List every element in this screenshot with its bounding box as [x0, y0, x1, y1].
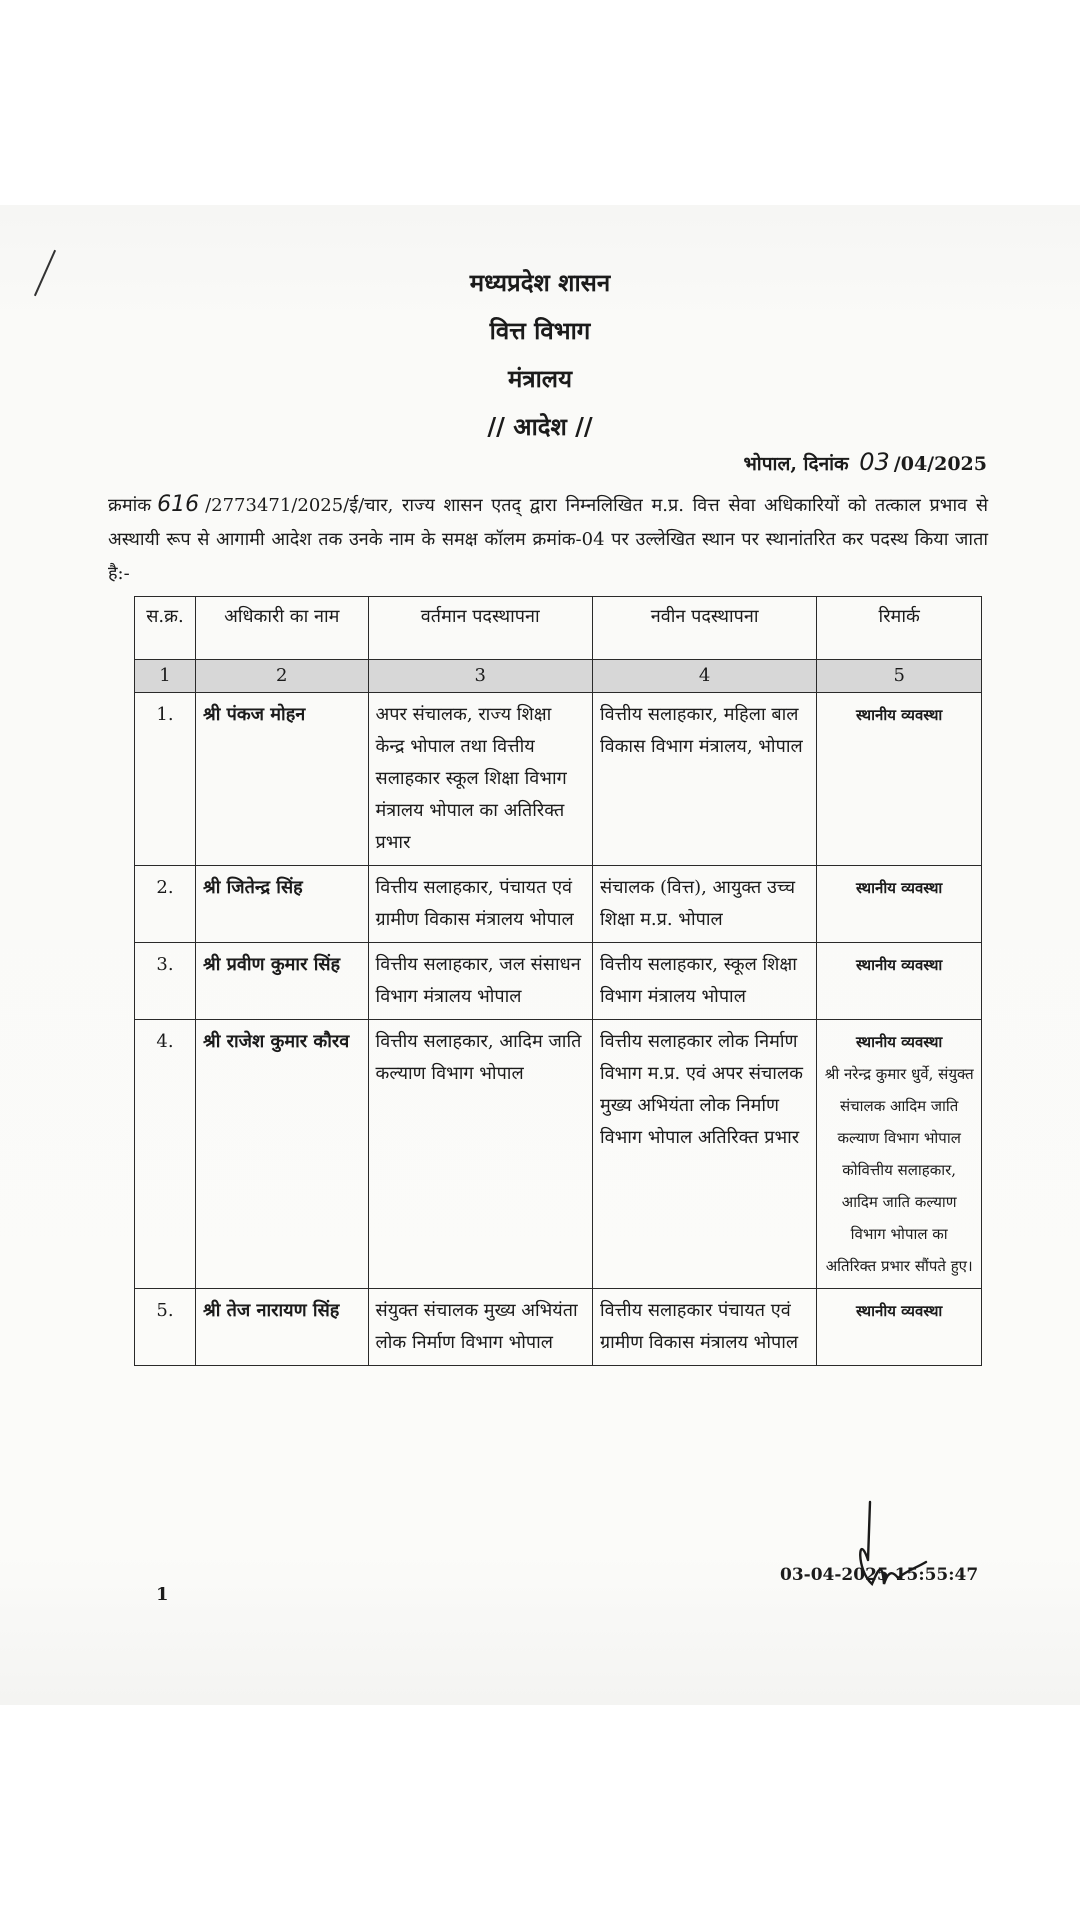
col-number: 3 [368, 660, 592, 693]
page-number: 1 [156, 1584, 169, 1605]
cell-remark [817, 943, 982, 1020]
government-heading: मध्यप्रदेश शासन [469, 268, 611, 297]
remark-text: स्थानीय व्यवस्था [856, 1033, 943, 1051]
cell-officer-name: श्री जितेन्द्र सिंह [195, 866, 368, 943]
dateline [743, 448, 987, 476]
dateline-prefix: भोपाल, दिनांक [743, 453, 849, 475]
transfer-table [134, 596, 982, 1366]
cell-new-posting: संचालक (वित्त), आयुक्त उच्च शिक्षा म.प्र. भोपाल [592, 866, 816, 943]
cell-current-posting: वित्तीय सलाहकार, पंचायत एवं ग्रामीण विकास मंत्रालय भोपाल [368, 866, 592, 943]
remark-note: श्री नरेन्द्र कुमार धुर्वे, संयुक्त संचालक आदिम जाति कल्याण विभाग भोपाल कोवित्तीय सलाहकार, आदिम जाति कल्याण विभाग भोपाल का अतिरिक्त प्रभार सौंपते हुए। [824, 1065, 974, 1275]
cell-remark [817, 866, 982, 943]
cell-sno: 1. [135, 693, 196, 866]
cell-current-posting: वित्तीय सलाहकार, जल संसाधन विभाग मंत्रालय भोपाल [368, 943, 592, 1020]
office-heading: मंत्रालय [507, 364, 572, 393]
table-header-row [135, 597, 982, 660]
column-number-row [135, 660, 982, 693]
cell-new-posting: वित्तीय सलाहकार, स्कूल शिक्षा विभाग मंत्रालय भोपाल [592, 943, 816, 1020]
remark-text: स्थानीय व्यवस्था [856, 956, 943, 974]
cell-remark [817, 1289, 982, 1366]
col-number: 5 [817, 660, 982, 693]
department-heading: वित्त विभाग [489, 316, 591, 345]
cell-officer-name: श्री तेज नारायण सिंह [195, 1289, 368, 1366]
table-row [135, 1289, 982, 1366]
header-remark: रिमार्क [817, 597, 982, 660]
cell-officer-name: श्री राजेश कुमार कौरव [195, 1020, 368, 1289]
col-number: 4 [592, 660, 816, 693]
header-sno: स.क्र. [135, 597, 196, 660]
header-current-posting: वर्तमान पदस्थापना [368, 597, 592, 660]
header-name: अधिकारी का नाम [195, 597, 368, 660]
cell-sno: 3. [135, 943, 196, 1020]
table-row [135, 943, 982, 1020]
order-number: 616 [157, 492, 200, 517]
dateline-rest: /04/2025 [893, 453, 987, 475]
cell-current-posting: अपर संचालक, राज्य शिक्षा केन्द्र भोपाल तथा वित्तीय सलाहकार स्कूल शिक्षा विभाग मंत्रालय भोपाल का अतिरिक्त प्रभार [368, 693, 592, 866]
cell-new-posting: वित्तीय सलाहकार, महिला बाल विकास विभाग मंत्रालय, भोपाल [592, 693, 816, 866]
table-row [135, 693, 982, 866]
cell-sno: 5. [135, 1289, 196, 1366]
cell-current-posting: संयुक्त संचालक मुख्य अभियंता लोक निर्माण विभाग भोपाल [368, 1289, 592, 1366]
cell-sno: 2. [135, 866, 196, 943]
remark-text: स्थानीय व्यवस्था [856, 879, 943, 897]
cell-new-posting: वित्तीय सलाहकार लोक निर्माण विभाग म.प्र. एवं अपर संचालक मुख्य अभियंता लोक निर्माण विभाग भोपाल अतिरिक्त प्रभार [592, 1020, 816, 1289]
table-row [135, 1020, 982, 1289]
cell-new-posting: वित्तीय सलाहकार पंचायत एवं ग्रामीण विकास मंत्रालय भोपाल [592, 1289, 816, 1366]
remark-text: स्थानीय व्यवस्था [856, 706, 943, 724]
col-number: 2 [195, 660, 368, 693]
cell-officer-name: श्री प्रवीण कुमार सिंह [195, 943, 368, 1020]
order-text: /2773471/2025/ई/चार, राज्य शासन एतद् द्वारा निम्नलिखित म.प्र. वित्त सेवा अधिकारियों को तत्काल प्रभाव से अस्थायी रूप से आगामी आदेश तक उनके नाम के समक्ष कॉलम क्रमांक-04 पर उल्लेखित स्थान पर स्थानांतरित कर पदस्थ किया जाता है:- [108, 495, 988, 584]
order-title: // आदेश // [487, 412, 593, 441]
cell-remark [817, 693, 982, 866]
cell-officer-name: श्री पंकज मोहन [195, 693, 368, 866]
cell-sno: 4. [135, 1020, 196, 1289]
signature-timestamp: 03-04-2025 15:55:47 [780, 1565, 979, 1585]
header-new-posting: नवीन पदस्थापना [592, 597, 816, 660]
cell-remark [817, 1020, 982, 1289]
table-row [135, 866, 982, 943]
cell-current-posting: वित्तीय सलाहकार, आदिम जाति कल्याण विभाग भोपाल [368, 1020, 592, 1289]
order-paragraph [108, 488, 988, 591]
col-number: 1 [135, 660, 196, 693]
signature [848, 1500, 928, 1600]
order-prefix: क्रमांक [108, 495, 152, 516]
remark-text: स्थानीय व्यवस्था [856, 1302, 943, 1320]
dateline-day: 03 [859, 448, 890, 476]
